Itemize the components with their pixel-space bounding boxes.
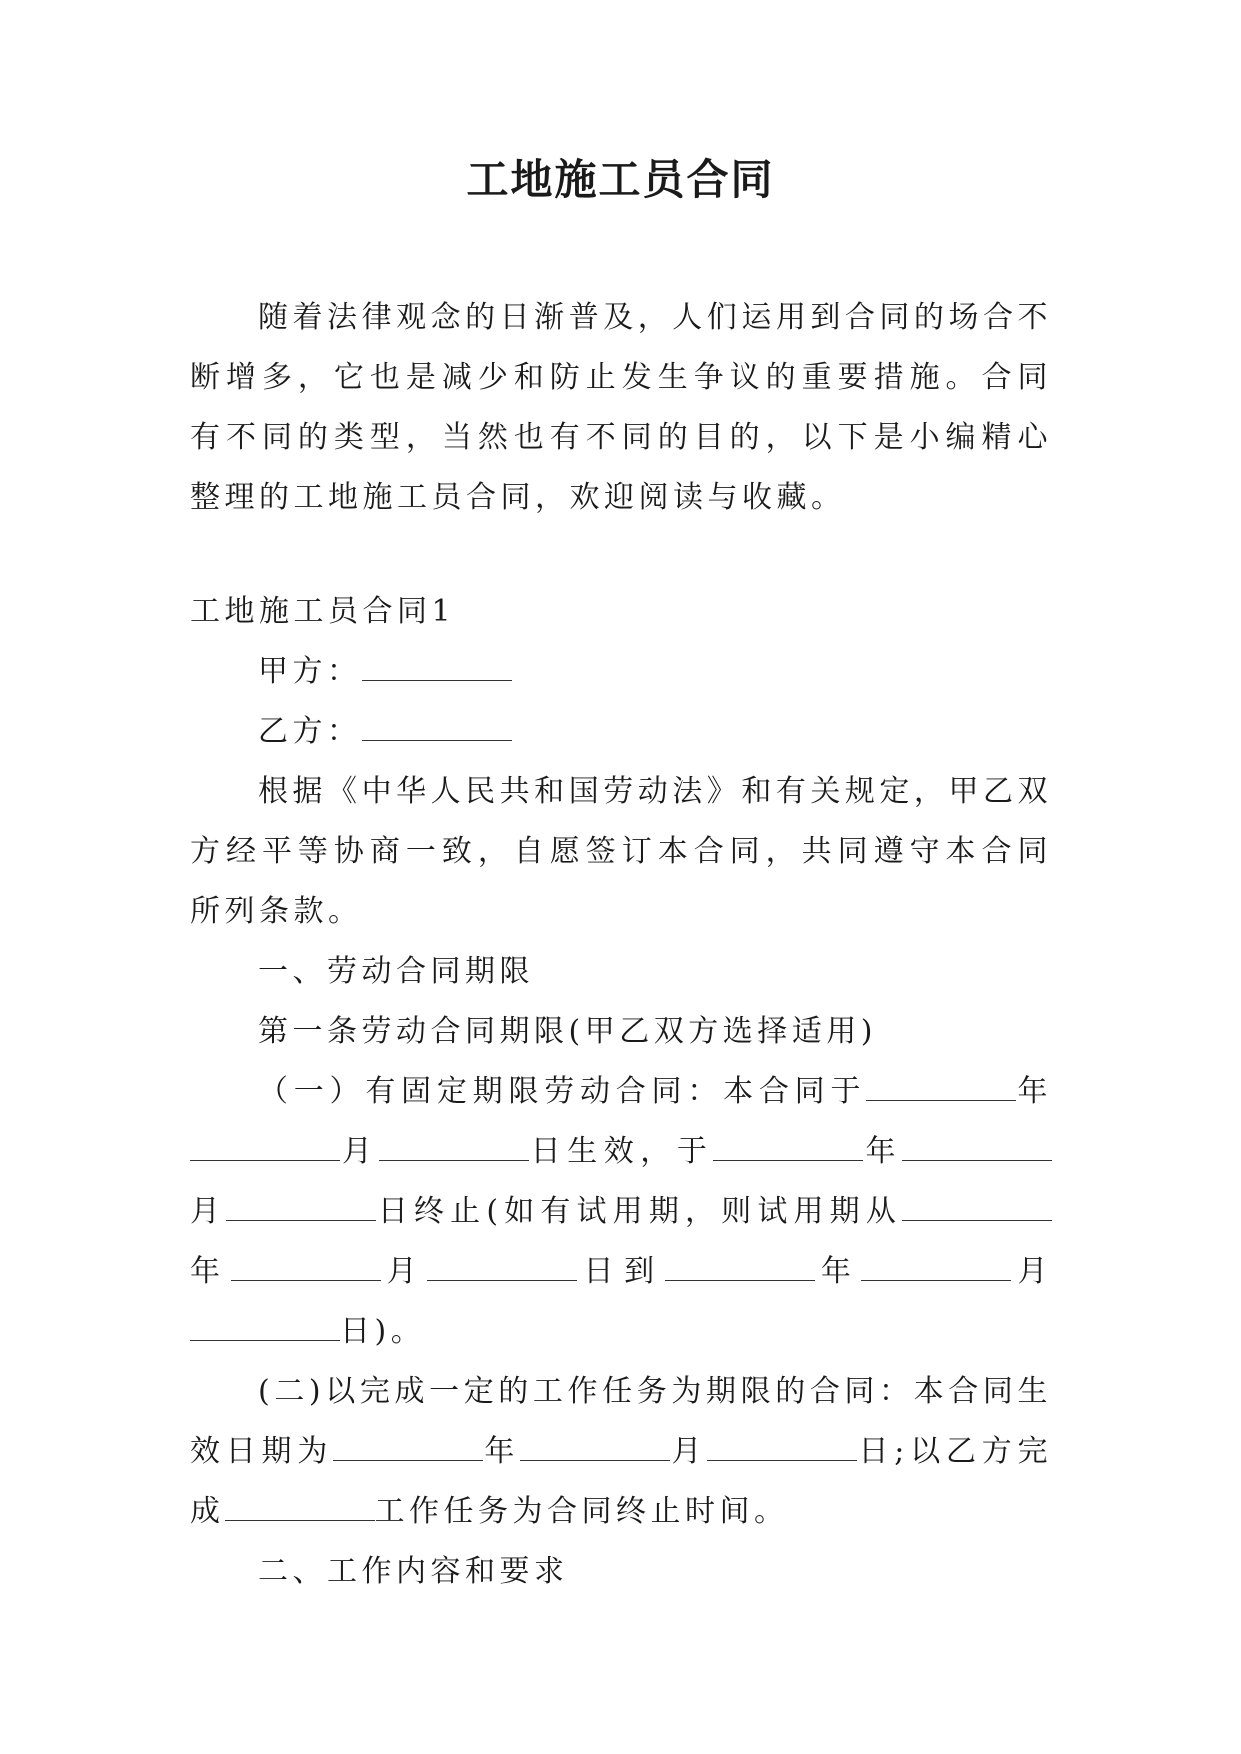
intro-section — [190, 288, 1052, 528]
clause-1-paragraph — [190, 1062, 1052, 1362]
date-blank — [707, 1434, 857, 1461]
date-blank — [226, 1194, 376, 1221]
month-label: 月 — [670, 1434, 708, 1469]
date-blank — [190, 1134, 340, 1161]
clause-2-prefix: (二)以完成一定的工作任务为期限的合同：本合同生效日期为 — [190, 1374, 1052, 1469]
article-1-heading: 第一条劳动合同期限(甲乙双方选择适用) — [258, 1014, 877, 1049]
intro-paragraph: 随着法律观念的日渐普及，人们运用到合同的场合不断增多，它也是减少和防止发生争议的重要措施。合同有不同的类型，当然也有不同的目的，以下是小编精心整理的工地施工员合同，欢迎阅读与收藏。 — [190, 300, 1052, 515]
date-blank — [520, 1434, 670, 1461]
date-blank — [333, 1434, 483, 1461]
party-a-line — [190, 642, 1052, 702]
section-1-heading: 一、劳动合同期限 — [258, 954, 534, 989]
date-blank — [713, 1134, 863, 1161]
date-blank — [866, 1074, 1016, 1101]
month-label: 月 — [380, 1254, 428, 1289]
year-label: 年 — [863, 1134, 903, 1169]
date-blank — [902, 1134, 1052, 1161]
document-title: 工地施工员合同 — [466, 155, 775, 204]
clause-2-end: 工作任务为合同终止时间。 — [374, 1494, 789, 1529]
party-b-label: 乙方： — [258, 714, 362, 749]
month-label: 月 — [190, 1194, 227, 1229]
clause-1-prefix: （一）有固定期限劳动合同：本合同于 — [258, 1074, 867, 1109]
preamble-paragraph: 根据《中华人民共和国劳动法》和有关规定，甲乙双方经平等协商一致，自愿签订本合同，共同遵守本合同所列条款。 — [190, 774, 1052, 929]
to-text: 日到 — [577, 1254, 665, 1289]
year-label: 年 — [190, 1254, 231, 1289]
clause-2-paragraph — [190, 1362, 1052, 1542]
effective-text: 日生效，于 — [528, 1134, 714, 1169]
date-blank — [427, 1254, 577, 1281]
date-blank — [231, 1254, 381, 1281]
section-2-heading: 二、工作内容和要求 — [258, 1554, 569, 1589]
contract-heading: 工地施工员合同1 — [190, 594, 456, 629]
task-blank — [225, 1494, 375, 1521]
month-label: 月 — [340, 1134, 379, 1169]
party-b-blank — [362, 714, 512, 741]
year-label: 年 — [1016, 1074, 1053, 1109]
year-label: 年 — [483, 1434, 521, 1469]
party-a-blank — [362, 654, 512, 681]
party-a-label: 甲方： — [258, 654, 362, 689]
terminate-text: 日终止(如有试用期，则试用期从 — [376, 1194, 902, 1229]
date-blank — [665, 1254, 815, 1281]
date-blank — [861, 1254, 1011, 1281]
date-blank — [190, 1314, 340, 1341]
year-label: 年 — [814, 1254, 862, 1289]
clause-2-mid: 日;以乙方完成 — [190, 1434, 1053, 1529]
party-b-line — [190, 702, 1052, 762]
date-blank — [379, 1134, 529, 1161]
date-blank — [902, 1194, 1052, 1221]
month-label: 月 — [1011, 1254, 1053, 1289]
contract-section — [190, 582, 1052, 1602]
close-text: 日)。 — [340, 1314, 426, 1349]
